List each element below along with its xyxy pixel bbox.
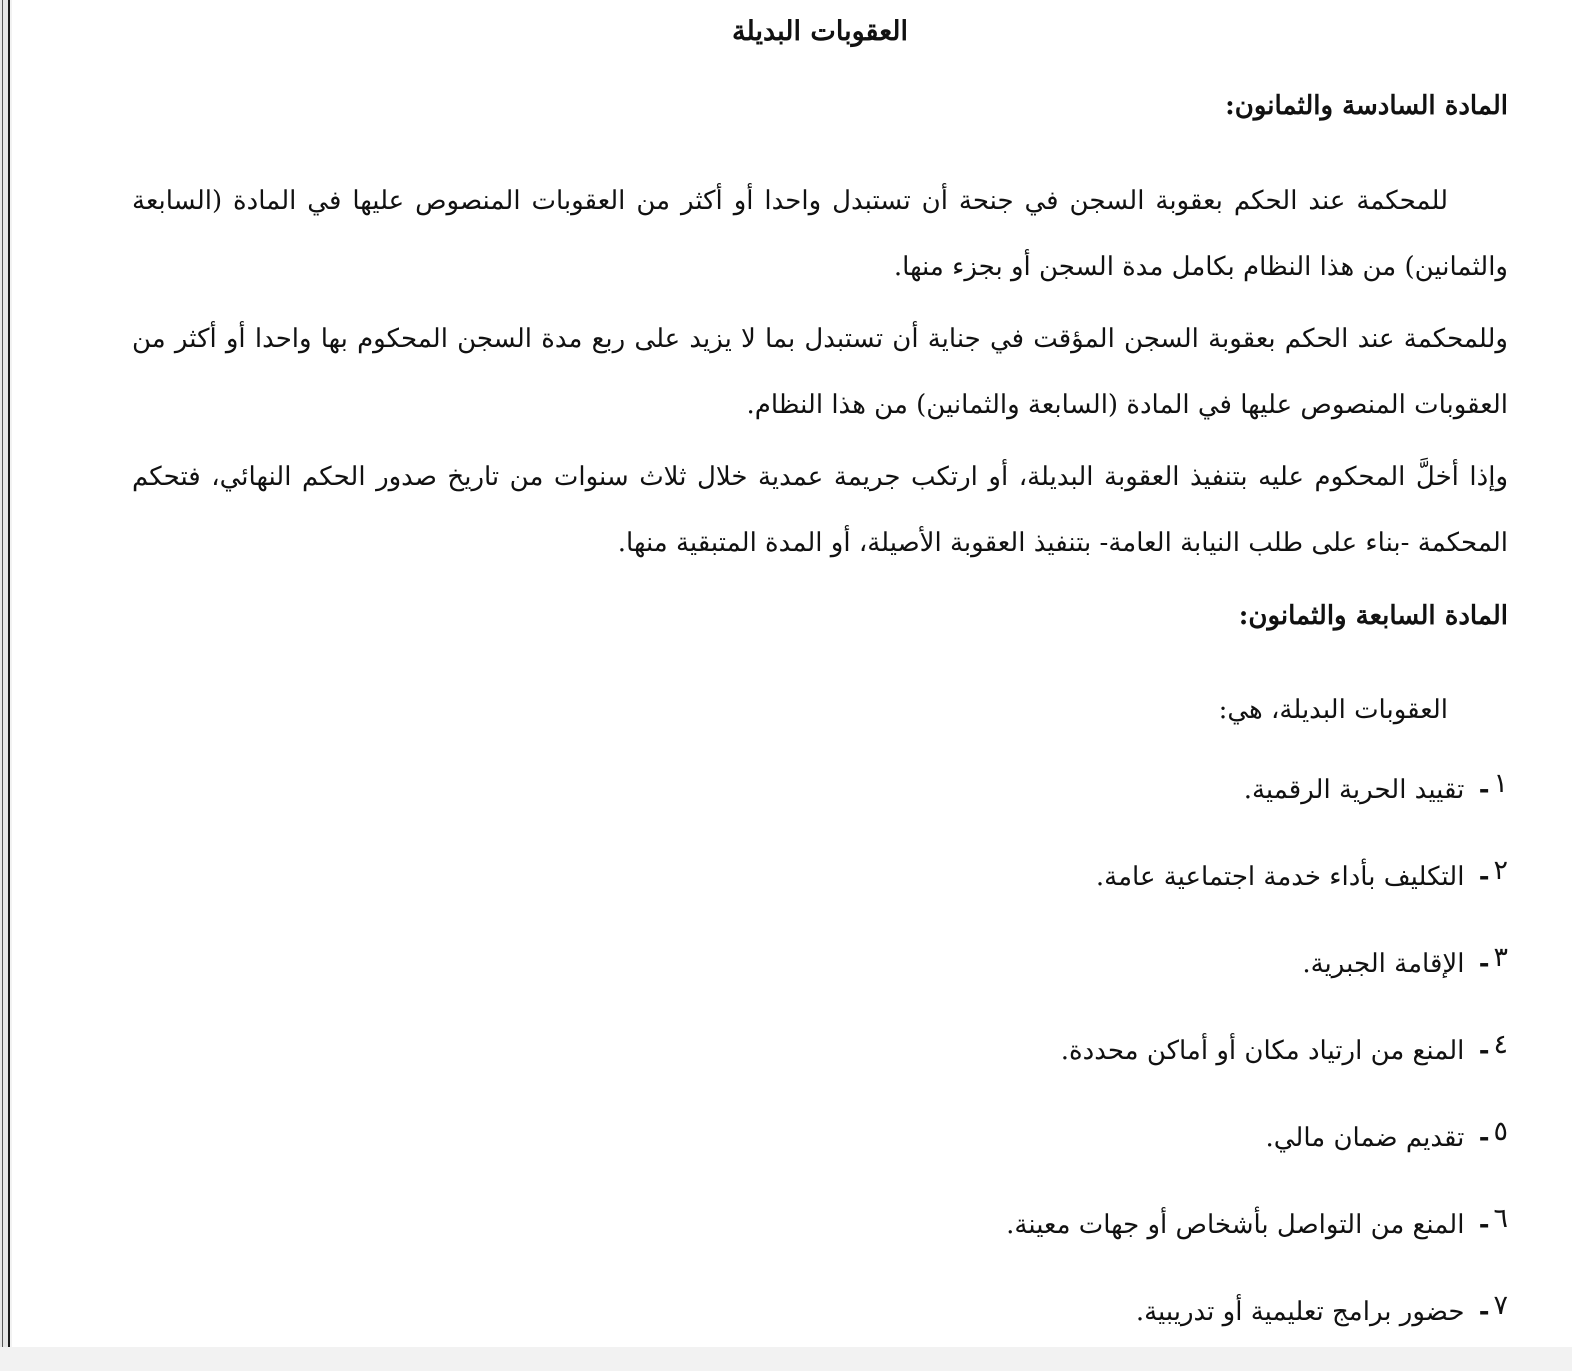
item-dash: - [1478,1297,1490,1327]
list-item [132,762,1508,849]
article-86-paragraph-2: وللمحكمة عند الحكم بعقوبة السجن المؤقت في جناية أن تستبدل بما لا يزيد على ربع مدة السجن المحكوم بها واحدا أو أكثر من العقوبات المنصوص عليها في المادة (السابعة والثمانين) من هذا النظام. [132,324,1508,420]
item-number: ٧ [1493,1290,1508,1321]
item-text: التكليف بأداء خدمة اجتماعية عامة. [1095,862,1465,892]
article-87-heading: المادة السابعة والثمانون: [1238,601,1508,631]
list-item [132,1284,1508,1371]
item-dash: - [1478,1036,1490,1066]
list-item [132,1197,1508,1284]
item-number: ٤ [1493,1029,1508,1060]
article-86-paragraph-1: للمحكمة عند الحكم بعقوبة السجن في جنحة أن تستبدل واحدا أو أكثر من العقوبات المنصوص عليها في المادة (السابعة والثمانين) من هذا النظام بكامل مدة السجن أو بجزء منها. [132,186,1508,282]
document-page [12,0,1572,1347]
item-dash: - [1478,949,1490,979]
document-title: العقوبات البديلة [732,16,908,47]
item-number: ٣ [1493,942,1508,973]
article-86-paragraph-3: وإذا أخلَّ المحكوم عليه بتنفيذ العقوبة البديلة، أو ارتكب جريمة عمدية خلال ثلاث سنوات من تاريخ صدور الحكم النهائي، فتحكم المحكمة -بناء على طلب النيابة العامة- بتنفيذ العقوبة الأصيلة، أو المدة المتبقية منها. [132,462,1508,558]
list-item [132,936,1508,1023]
item-text: المنع من التواصل بأشخاص أو جهات معينة. [1006,1210,1465,1240]
document-body [132,0,1508,1371]
item-number: ٦ [1493,1203,1508,1234]
article-86-heading: المادة السادسة والثمانون: [1225,91,1508,121]
item-text: تقديم ضمان مالي. [1265,1123,1465,1153]
item-number: ١ [1493,768,1508,799]
scan-left-edge [0,0,10,1347]
article-87-intro: العقوبات البديلة، هي: [1218,695,1448,725]
item-dash: - [1478,775,1490,805]
item-text: تقييد الحرية الرقمية. [1243,775,1465,805]
item-dash: - [1478,862,1490,892]
item-dash: - [1478,1123,1490,1153]
list-item [132,849,1508,936]
list-item [132,1110,1508,1197]
item-dash: - [1478,1210,1490,1240]
item-number: ٢ [1493,855,1508,886]
item-text: المنع من ارتياد مكان أو أماكن محددة. [1060,1036,1465,1066]
list-item [132,1023,1508,1110]
item-text: الإقامة الجبرية. [1302,949,1465,979]
item-number: ٥ [1493,1116,1508,1147]
alternative-penalties-list [132,762,1508,1371]
item-text: حضور برامج تعليمية أو تدريبية. [1135,1297,1465,1327]
